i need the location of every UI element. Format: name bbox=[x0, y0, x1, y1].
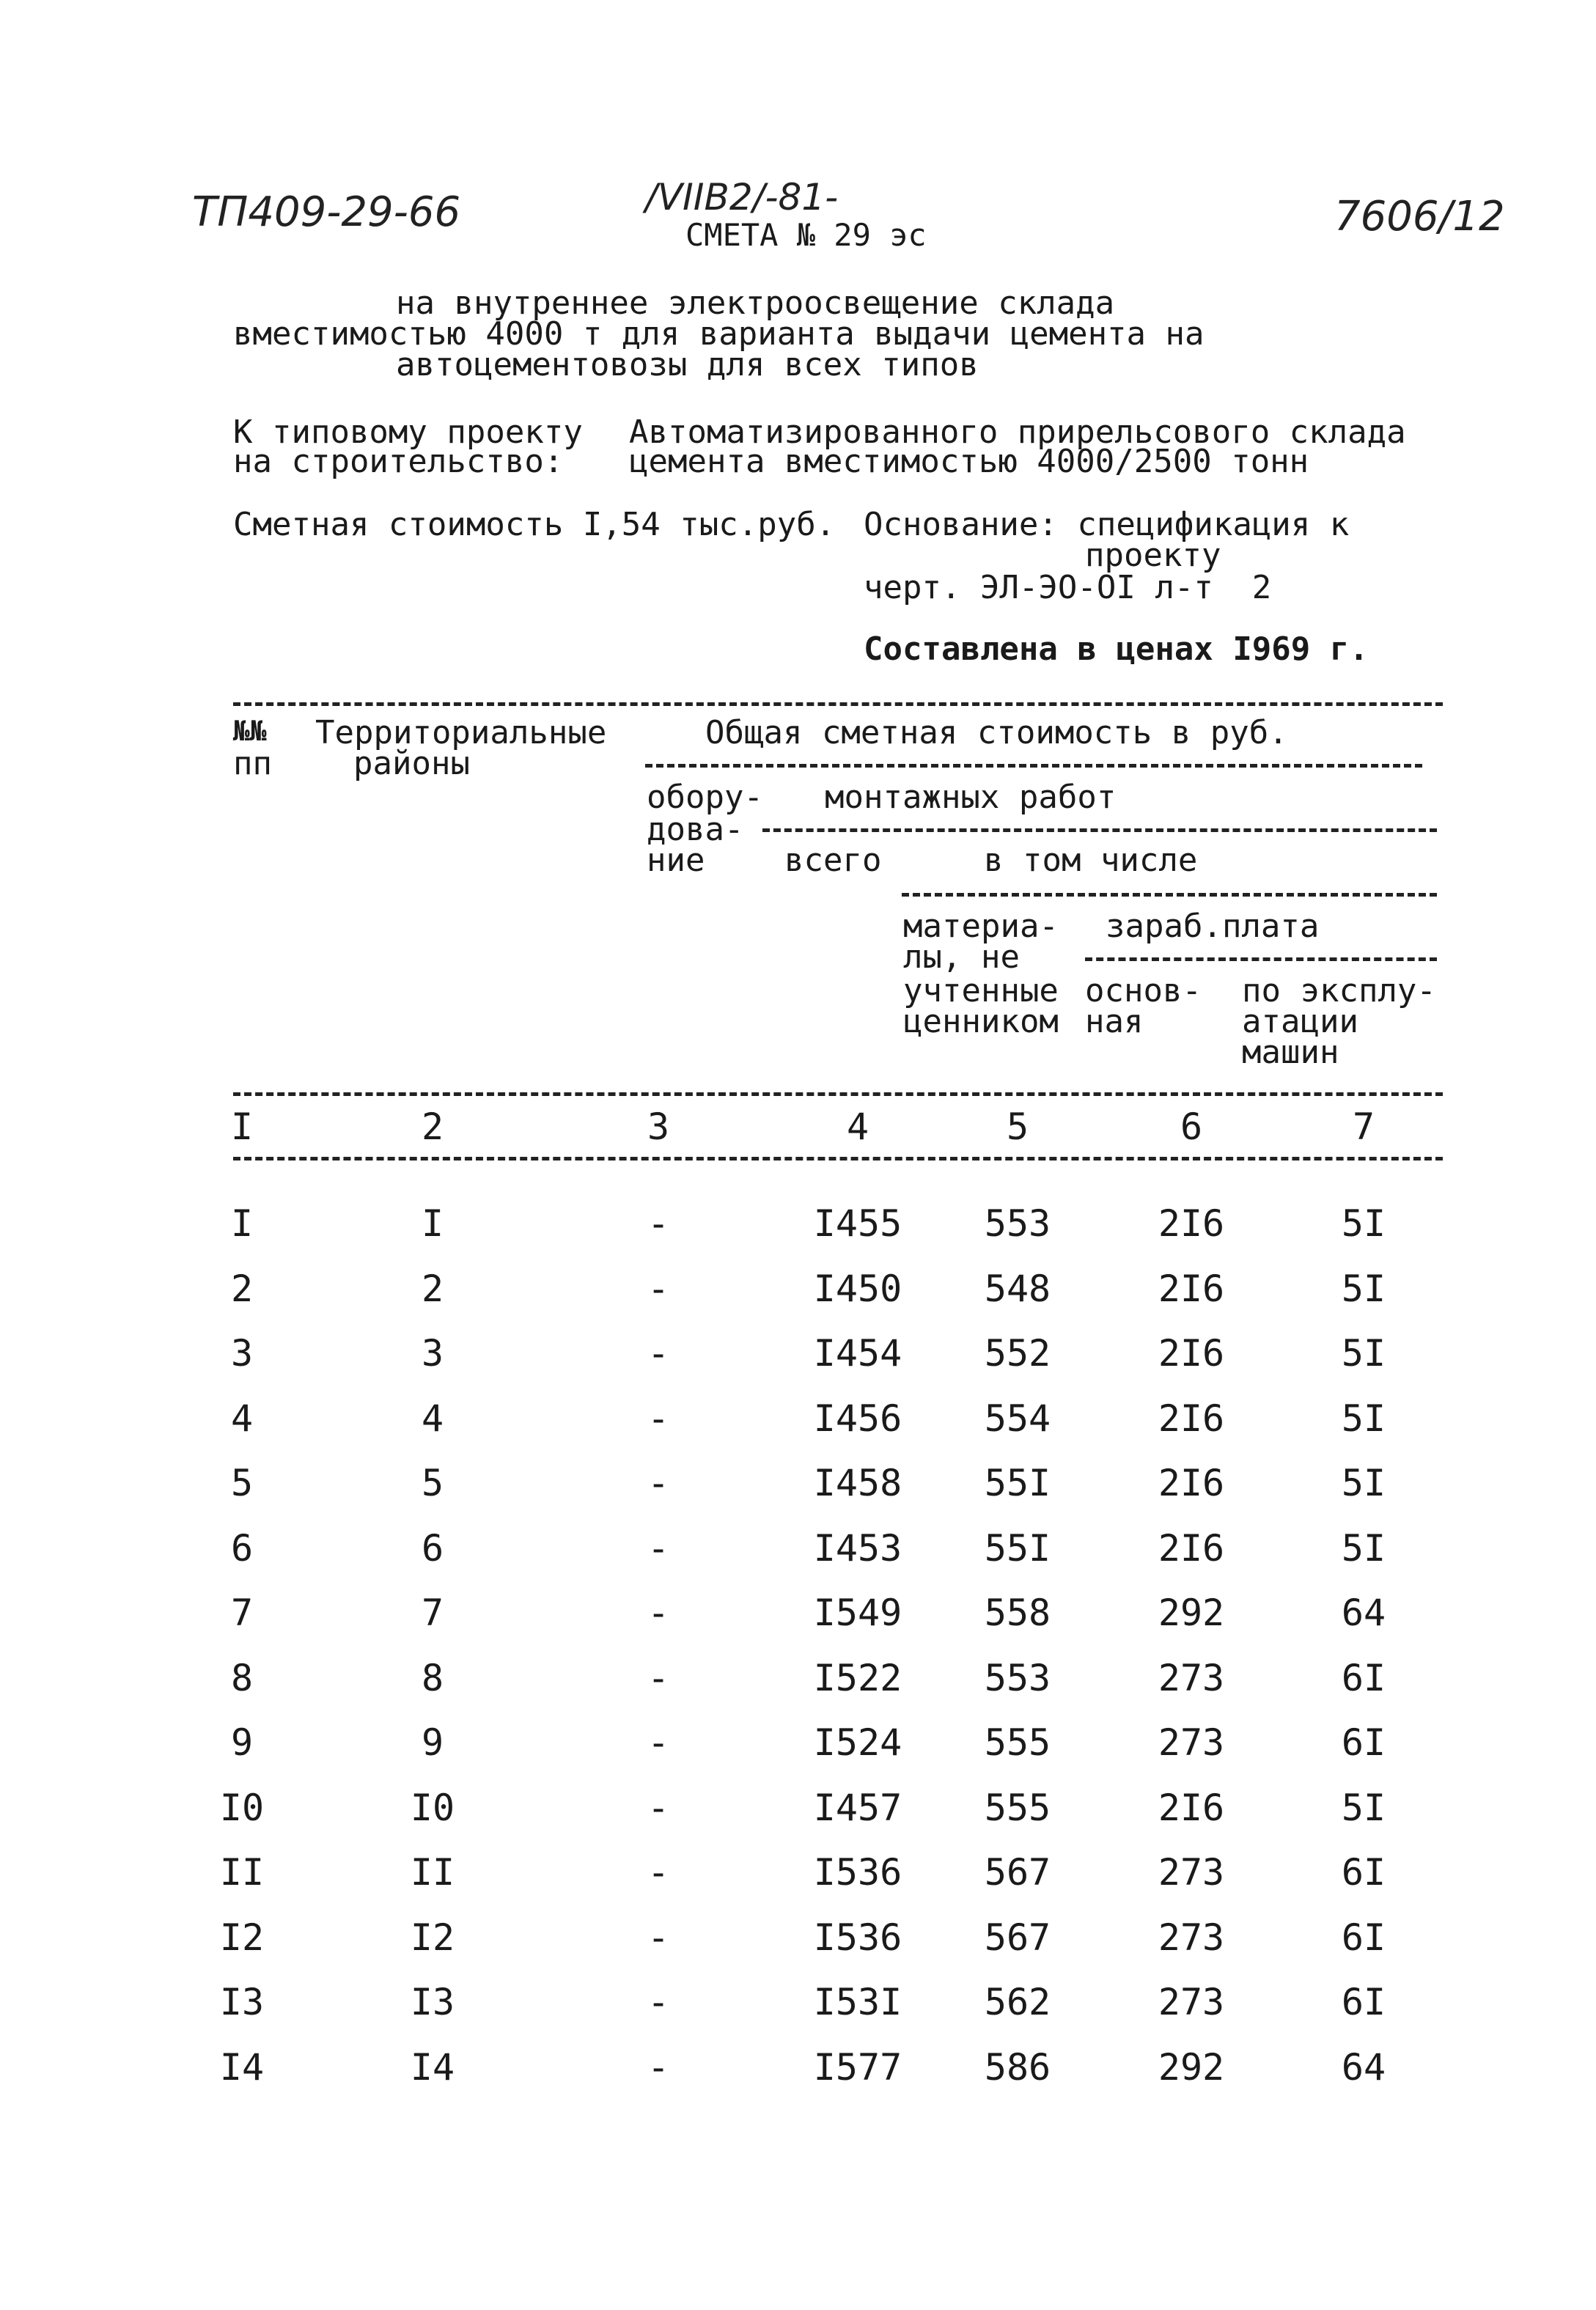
header-materials-4: ценником bbox=[903, 1003, 1059, 1040]
cell-region: 9 bbox=[421, 1721, 444, 1764]
cell-materials: 555 bbox=[984, 1721, 1051, 1764]
cell-equipment: - bbox=[647, 1721, 670, 1764]
cell-install-total: I455 bbox=[813, 1202, 902, 1245]
column-number-5: 5 bbox=[1006, 1106, 1029, 1148]
left-document-code: ТП409-29-66 bbox=[192, 188, 461, 236]
table-top-rule bbox=[233, 702, 1443, 706]
cell-wage-machines: 5I bbox=[1341, 1787, 1386, 1829]
cell-install-total: I450 bbox=[813, 1268, 902, 1310]
header-machines-1: по эксплу- bbox=[1242, 972, 1436, 1009]
cell-install-total: I454 bbox=[813, 1332, 902, 1375]
estimate-drawing-ref: черт. ЭЛ-ЭО-ОI л-т 2 bbox=[864, 569, 1272, 606]
total-under-rule bbox=[645, 764, 1422, 768]
cell-equipment: - bbox=[647, 1592, 670, 1634]
cell-materials: 552 bbox=[984, 1332, 1051, 1375]
cell-row-number: 3 bbox=[230, 1332, 254, 1375]
cell-equipment: - bbox=[647, 1916, 670, 1959]
center-document-code: /VIIB2/-81- bbox=[645, 176, 839, 218]
cell-wage-base: 2I6 bbox=[1158, 1332, 1225, 1375]
cell-row-number: I0 bbox=[219, 1787, 265, 1829]
cell-wage-machines: 5I bbox=[1341, 1527, 1386, 1570]
cell-row-number: 4 bbox=[230, 1397, 254, 1440]
cell-wage-base: 2I6 bbox=[1158, 1462, 1225, 1504]
cell-wage-base: 2I6 bbox=[1158, 1787, 1225, 1829]
incl-under-rule bbox=[902, 893, 1437, 897]
subtitle-line-1: на внутреннее электроосвещение склада bbox=[396, 284, 1115, 322]
header-base-1: основ- bbox=[1085, 972, 1202, 1009]
cell-equipment: - bbox=[647, 1462, 670, 1504]
cell-region: II bbox=[410, 1851, 455, 1894]
cell-row-number: 2 bbox=[230, 1268, 254, 1310]
cell-install-total: I536 bbox=[813, 1916, 902, 1959]
cell-install-total: I522 bbox=[813, 1657, 902, 1699]
cell-install-total: I458 bbox=[813, 1462, 902, 1504]
cell-wage-machines: 6I bbox=[1341, 1981, 1386, 2023]
header-equip-3: ние bbox=[647, 842, 705, 879]
cell-install-total: I549 bbox=[813, 1592, 902, 1634]
cell-equipment: - bbox=[647, 1657, 670, 1699]
cell-region: 5 bbox=[421, 1462, 444, 1504]
cell-materials: 548 bbox=[984, 1268, 1051, 1310]
cell-wage-base: 273 bbox=[1158, 1657, 1225, 1699]
estimate-cost: Сметная стоимость I,54 тыс.руб. bbox=[233, 506, 836, 543]
cell-region: 4 bbox=[421, 1397, 444, 1440]
cell-materials: 554 bbox=[984, 1397, 1051, 1440]
subtitle-line-3: автоцементовозы для всех типов bbox=[396, 346, 979, 383]
cell-region: I4 bbox=[410, 2046, 455, 2089]
header-num: №№ bbox=[233, 715, 267, 747]
cell-equipment: - bbox=[647, 1527, 670, 1570]
cell-equipment: - bbox=[647, 1268, 670, 1310]
cell-wage-base: 273 bbox=[1158, 1981, 1225, 2023]
cell-wage-base: 2I6 bbox=[1158, 1268, 1225, 1310]
cell-wage-base: 2I6 bbox=[1158, 1397, 1225, 1440]
project-value-2: цемента вместимостью 4000/2500 тонн bbox=[629, 443, 1309, 480]
header-bottom-rule bbox=[233, 1092, 1443, 1096]
cell-materials: 553 bbox=[984, 1202, 1051, 1245]
header-all: всего bbox=[784, 842, 882, 879]
header-incl: в том числе bbox=[984, 842, 1198, 879]
header-num-2: пп bbox=[233, 745, 272, 782]
cell-materials: 555 bbox=[984, 1787, 1051, 1829]
header-materials-3: учтенные bbox=[903, 972, 1059, 1009]
column-number-3: 3 bbox=[647, 1106, 670, 1148]
cell-wage-machines: 5I bbox=[1341, 1268, 1386, 1310]
cell-wage-machines: 5I bbox=[1341, 1332, 1386, 1375]
install-under-rule bbox=[762, 828, 1437, 832]
subtitle-line-2: вместимостью 4000 т для варианта выдачи цемента на bbox=[233, 315, 1205, 353]
cell-wage-base: 2I6 bbox=[1158, 1527, 1225, 1570]
cell-wage-base: 292 bbox=[1158, 2046, 1225, 2089]
cell-row-number: 7 bbox=[230, 1592, 254, 1634]
project-label-2: на строительство: bbox=[233, 443, 564, 480]
cell-equipment: - bbox=[647, 1332, 670, 1375]
header-base-2: ная bbox=[1085, 1003, 1144, 1040]
header-machines-2: атации bbox=[1242, 1003, 1358, 1040]
header-region: Территориальные bbox=[315, 714, 607, 751]
header-materials-1: материа- bbox=[903, 908, 1059, 945]
cell-equipment: - bbox=[647, 1397, 670, 1440]
cell-materials: 55I bbox=[984, 1527, 1051, 1570]
header-region-2: районы bbox=[353, 745, 470, 782]
estimate-basis: Основание: спецификация к bbox=[864, 506, 1350, 543]
cell-wage-machines: 64 bbox=[1341, 2046, 1386, 2089]
cell-install-total: I536 bbox=[813, 1851, 902, 1894]
cell-install-total: I53I bbox=[813, 1981, 902, 2023]
cell-row-number: 8 bbox=[230, 1657, 254, 1699]
cell-wage-base: 273 bbox=[1158, 1851, 1225, 1894]
header-total: Общая сметная стоимость в руб. bbox=[705, 714, 1288, 751]
header-equip-2: дова- bbox=[647, 811, 744, 848]
cell-wage-machines: 64 bbox=[1341, 1592, 1386, 1634]
cell-wage-base: 2I6 bbox=[1158, 1202, 1225, 1245]
cell-wage-machines: 6I bbox=[1341, 1916, 1386, 1959]
cell-equipment: - bbox=[647, 1202, 670, 1245]
cell-wage-machines: 5I bbox=[1341, 1397, 1386, 1440]
cell-wage-base: 273 bbox=[1158, 1916, 1225, 1959]
colnum-bottom-rule bbox=[233, 1157, 1443, 1160]
cell-wage-machines: 6I bbox=[1341, 1657, 1386, 1699]
cell-row-number: I2 bbox=[219, 1916, 265, 1959]
cell-row-number: I3 bbox=[219, 1981, 265, 2023]
cell-materials: 55I bbox=[984, 1462, 1051, 1504]
cell-materials: 562 bbox=[984, 1981, 1051, 2023]
cell-materials: 586 bbox=[984, 2046, 1051, 2089]
project-label-1: К типовому проекту bbox=[233, 413, 583, 451]
column-number-1: I bbox=[230, 1106, 254, 1148]
cell-region: 8 bbox=[421, 1657, 444, 1699]
estimate-title: СМЕТА № 29 эс bbox=[685, 217, 927, 253]
project-value-1: Автоматизированного прирельсового склада bbox=[629, 413, 1406, 451]
cell-install-total: I456 bbox=[813, 1397, 902, 1440]
cell-install-total: I524 bbox=[813, 1721, 902, 1764]
cell-wage-machines: 5I bbox=[1341, 1462, 1386, 1504]
cell-region: I2 bbox=[410, 1916, 455, 1959]
cell-equipment: - bbox=[647, 1981, 670, 2023]
cell-row-number: 6 bbox=[230, 1527, 254, 1570]
cell-row-number: I bbox=[230, 1202, 254, 1245]
header-materials-2: лы, не bbox=[903, 938, 1020, 976]
header-equip-1: обору- bbox=[647, 779, 763, 816]
column-number-6: 6 bbox=[1180, 1106, 1203, 1148]
cell-materials: 567 bbox=[984, 1916, 1051, 1959]
estimate-price-year: Составлена в ценах I969 г. bbox=[864, 630, 1369, 668]
cell-wage-base: 273 bbox=[1158, 1721, 1225, 1764]
cell-materials: 558 bbox=[984, 1592, 1051, 1634]
cell-region: I3 bbox=[410, 1981, 455, 2023]
header-install: монтажных работ bbox=[825, 779, 1117, 816]
estimate-basis-project: проекту bbox=[1085, 537, 1221, 574]
cell-wage-machines: 5I bbox=[1341, 1202, 1386, 1245]
header-wage: зараб.плата bbox=[1106, 908, 1320, 945]
cell-region: 2 bbox=[421, 1268, 444, 1310]
cell-region: 3 bbox=[421, 1332, 444, 1375]
cell-equipment: - bbox=[647, 2046, 670, 2089]
cell-region: 6 bbox=[421, 1527, 444, 1570]
cell-row-number: 9 bbox=[230, 1721, 254, 1764]
column-number-4: 4 bbox=[846, 1106, 869, 1148]
cell-install-total: I577 bbox=[813, 2046, 902, 2089]
cell-materials: 553 bbox=[984, 1657, 1051, 1699]
cell-row-number: I4 bbox=[219, 2046, 265, 2089]
cell-region: 7 bbox=[421, 1592, 444, 1634]
right-document-code: 7606/12 bbox=[1334, 193, 1505, 240]
cell-install-total: I453 bbox=[813, 1527, 902, 1570]
cell-region: I0 bbox=[410, 1787, 455, 1829]
wage-under-rule bbox=[1085, 957, 1437, 961]
cell-materials: 567 bbox=[984, 1851, 1051, 1894]
header-machines-3: машин bbox=[1242, 1034, 1339, 1071]
cell-wage-machines: 6I bbox=[1341, 1851, 1386, 1894]
cell-region: I bbox=[421, 1202, 444, 1245]
column-number-7: 7 bbox=[1352, 1106, 1375, 1148]
cell-wage-machines: 6I bbox=[1341, 1721, 1386, 1764]
cell-row-number: II bbox=[219, 1851, 265, 1894]
cell-row-number: 5 bbox=[230, 1462, 254, 1504]
cell-wage-base: 292 bbox=[1158, 1592, 1225, 1634]
column-number-2: 2 bbox=[421, 1106, 444, 1148]
cell-equipment: - bbox=[647, 1787, 670, 1829]
cell-equipment: - bbox=[647, 1851, 670, 1894]
cell-install-total: I457 bbox=[813, 1787, 902, 1829]
